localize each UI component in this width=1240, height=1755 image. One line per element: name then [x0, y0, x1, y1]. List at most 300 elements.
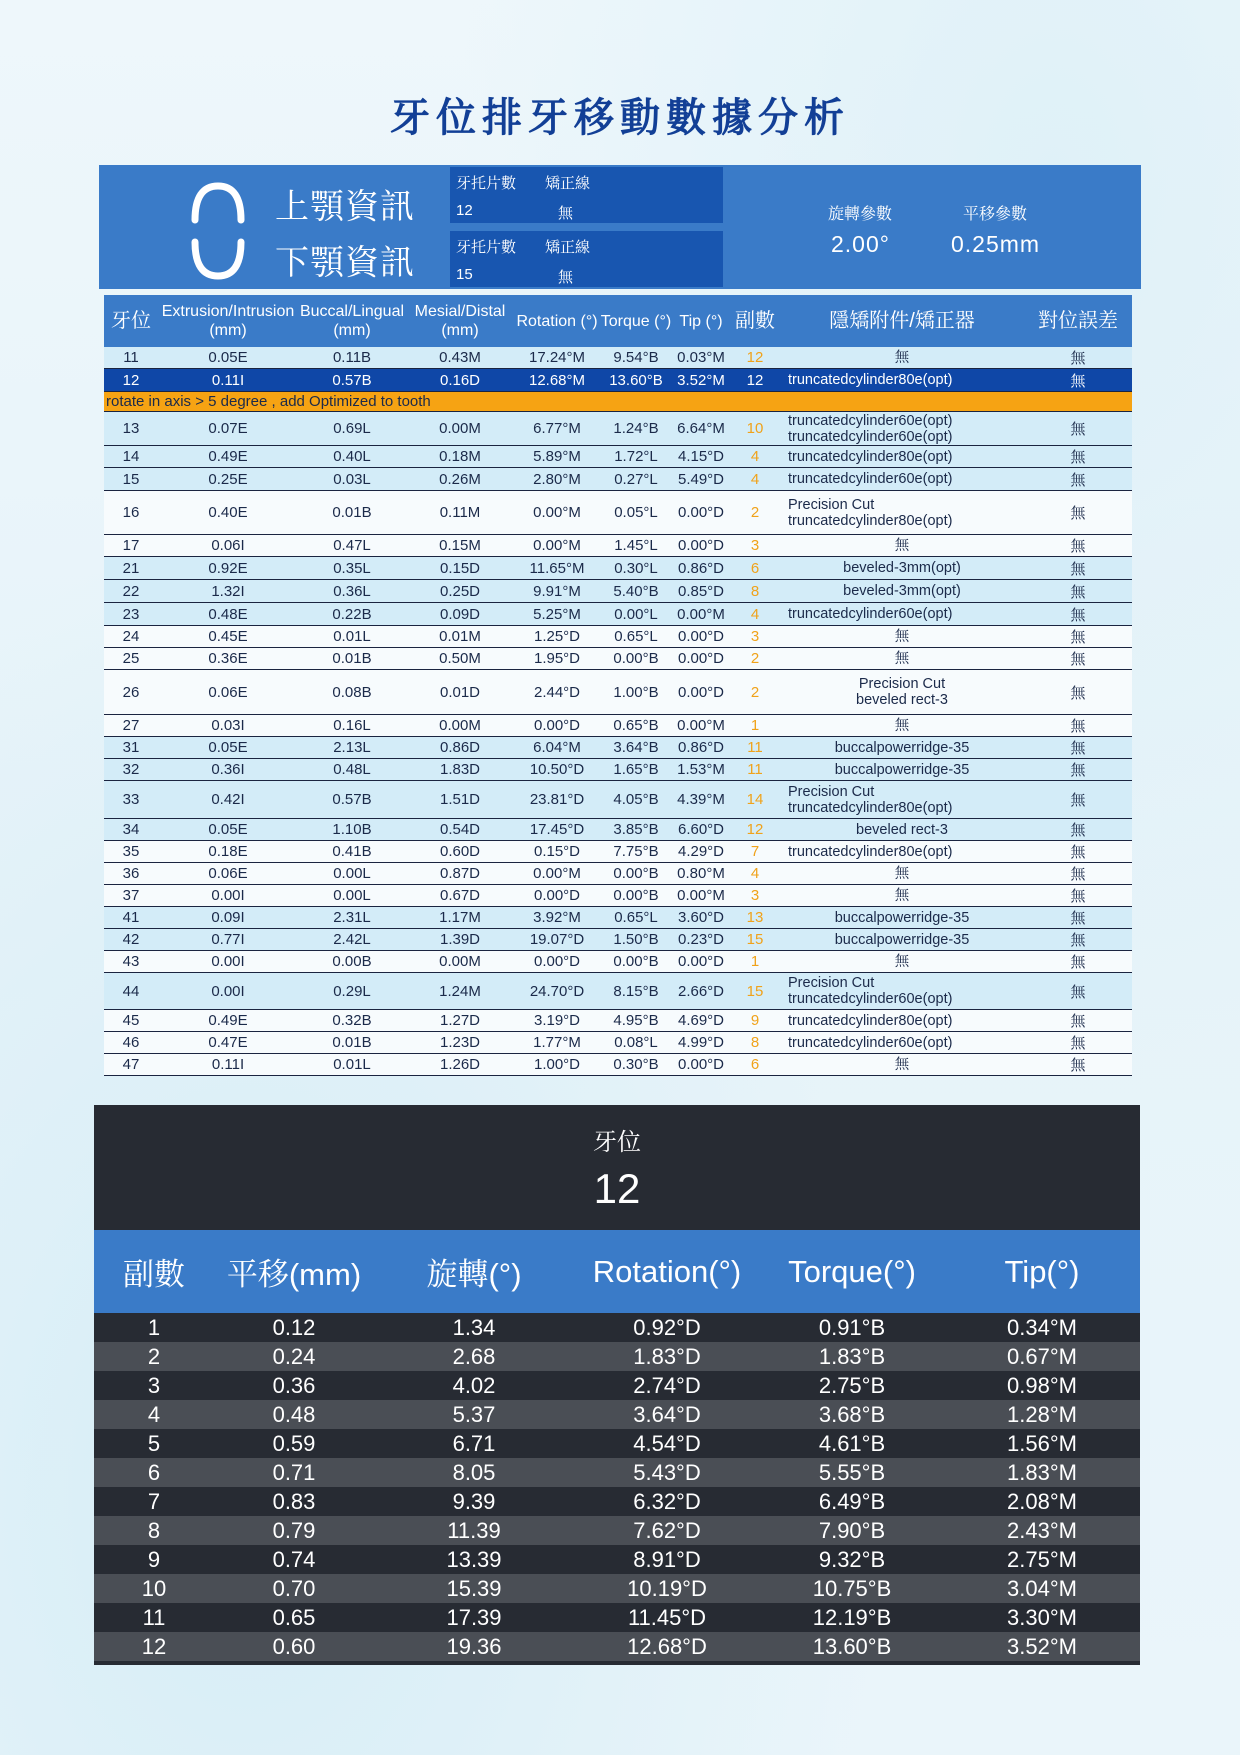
- attachment-item: Precision Cut: [858, 676, 946, 692]
- mesial-cell: 1.17M: [406, 907, 514, 929]
- mesial-cell: 1.27D: [406, 1010, 514, 1032]
- col-rotation: Rotation (°): [514, 295, 600, 347]
- rotation-cell: 23.81°D: [514, 781, 600, 819]
- attachment-cell: [780, 557, 1024, 580]
- tip-cell: 4.29°D: [672, 841, 730, 863]
- count-cell: 6: [730, 1054, 780, 1076]
- tooth-cell: 41: [104, 907, 158, 929]
- attachment-item: truncatedcylinder60e(opt): [788, 428, 953, 445]
- torque-cell: 1.50°B: [600, 929, 672, 951]
- count-cell: 12: [730, 369, 780, 392]
- attachment-item: buccalpowerridge-35: [834, 909, 970, 926]
- attachment-item: 無: [894, 865, 910, 882]
- rotation-cell: 0.00°M: [514, 491, 600, 535]
- count-cell: 7: [730, 841, 780, 863]
- rotation-cell: 19.07°D: [514, 929, 600, 951]
- tip-cell: 3.60°D: [672, 907, 730, 929]
- rotate-cell: 2.68: [374, 1342, 574, 1371]
- translation-cell: 0.79: [214, 1516, 374, 1545]
- extrusion-cell: 0.00I: [158, 973, 298, 1010]
- tooth-cell: 36: [104, 863, 158, 885]
- col-detail-tip: Tip(°): [944, 1230, 1140, 1313]
- detail-row: [94, 1371, 1140, 1400]
- attachment-item: truncatedcylinder60e(opt): [788, 471, 953, 487]
- table-row: [104, 1010, 1132, 1032]
- col-mesial: Mesial/Distal (mm): [406, 295, 514, 347]
- tip-cell: 3.52°M: [672, 369, 730, 392]
- attachment-item: 無: [894, 953, 910, 970]
- attachment-cell: [780, 841, 1024, 863]
- attachment-cell: [780, 907, 1024, 929]
- error-cell: 無: [1024, 412, 1132, 446]
- stage-cell: 7: [94, 1487, 214, 1516]
- count-cell: 2: [730, 648, 780, 670]
- table-row: [104, 863, 1132, 885]
- rotation-cell: 11.65°M: [514, 557, 600, 580]
- rotate-cell: 17.39: [374, 1603, 574, 1632]
- attachment-cell: [780, 468, 1024, 491]
- rotation-cell: 3.19°D: [514, 1010, 600, 1032]
- buccal-cell: 0.69L: [298, 412, 406, 446]
- count-cell: 2: [730, 491, 780, 535]
- extrusion-cell: 0.77I: [158, 929, 298, 951]
- table-row: [104, 626, 1132, 648]
- translation-cell: 0.24: [214, 1342, 374, 1371]
- extrusion-cell: 0.05E: [158, 347, 298, 369]
- table-row: [104, 648, 1132, 670]
- translation-cell: 0.65: [214, 1603, 374, 1632]
- error-cell: 無: [1024, 907, 1132, 929]
- upper-wire-label: 矯正線: [545, 175, 591, 192]
- torque-cell: 10.75°B: [760, 1574, 944, 1603]
- rotation-cell: 1.83°D: [574, 1342, 760, 1371]
- rotation-cell: 9.91°M: [514, 580, 600, 603]
- torque-cell: 0.00°B: [600, 863, 672, 885]
- tip-cell: 0.80°M: [672, 863, 730, 885]
- torque-cell: 0.91°B: [760, 1313, 944, 1342]
- rotation-cell: 7.62°D: [574, 1516, 760, 1545]
- stage-cell: 10: [94, 1574, 214, 1603]
- attachment-item: buccalpowerridge-35: [834, 739, 970, 756]
- extrusion-cell: 0.05E: [158, 737, 298, 759]
- col-attachment: 隱矯附件/矯正器: [780, 295, 1024, 347]
- attachment-cell: [780, 648, 1024, 670]
- tip-cell: 1.53°M: [672, 759, 730, 781]
- count-cell: 11: [730, 759, 780, 781]
- detail-tooth-label: 牙位: [593, 1129, 641, 1156]
- rotation-cell: 5.43°D: [574, 1458, 760, 1487]
- mesial-cell: 0.18M: [406, 446, 514, 468]
- rotation-cell: 0.15°D: [514, 841, 600, 863]
- extrusion-cell: 0.07E: [158, 412, 298, 446]
- col-count: 副數: [730, 295, 780, 347]
- stage-cell: 3: [94, 1371, 214, 1400]
- lower-jaw-icon: [189, 236, 247, 282]
- torque-cell: 7.75°B: [600, 841, 672, 863]
- count-cell: 1: [730, 951, 780, 973]
- rotation-cell: 6.04°M: [514, 737, 600, 759]
- count-cell: 9: [730, 1010, 780, 1032]
- col-tip: Tip (°): [672, 295, 730, 347]
- attachment-item: beveled rect-3: [856, 692, 948, 708]
- translation-cell: 0.74: [214, 1545, 374, 1574]
- rotation-cell: 2.80°M: [514, 468, 600, 491]
- table-row: [104, 907, 1132, 929]
- attachment-item: 無: [894, 1056, 910, 1073]
- rotation-cell: 12.68°M: [514, 369, 600, 392]
- tooth-cell: 16: [104, 491, 158, 535]
- mesial-cell: 0.60D: [406, 841, 514, 863]
- attachment-item: 無: [894, 537, 910, 554]
- upper-jaw-icon: [189, 180, 247, 226]
- stage-detail-table: [94, 1230, 1140, 1661]
- rotation-cell: 10.19°D: [574, 1574, 760, 1603]
- tooth-cell: 23: [104, 603, 158, 626]
- tooth-cell: 43: [104, 951, 158, 973]
- extrusion-cell: 0.45E: [158, 626, 298, 648]
- tip-cell: 1.28°M: [944, 1400, 1140, 1429]
- count-cell: 8: [730, 1032, 780, 1054]
- torque-cell: 3.68°B: [760, 1400, 944, 1429]
- attachment-cell: [780, 1010, 1024, 1032]
- buccal-cell: 0.41B: [298, 841, 406, 863]
- translation-param-label: 平移參數: [963, 206, 1028, 223]
- mesial-cell: 0.00M: [406, 715, 514, 737]
- upper-tray-label: 牙托片數: [456, 175, 517, 192]
- rotation-cell: 0.00°D: [514, 885, 600, 907]
- tooth-cell: 14: [104, 446, 158, 468]
- torque-cell: 1.83°B: [760, 1342, 944, 1371]
- error-cell: 無: [1024, 1010, 1132, 1032]
- error-cell: 無: [1024, 626, 1132, 648]
- detail-row: [94, 1313, 1140, 1342]
- buccal-cell: 1.10B: [298, 819, 406, 841]
- tip-cell: 0.34°M: [944, 1313, 1140, 1342]
- attachment-item: truncatedcylinder60e(opt): [788, 991, 953, 1007]
- tip-cell: 0.00°D: [672, 491, 730, 535]
- tooth-movement-table: [104, 295, 1132, 1076]
- table-row: [104, 973, 1132, 1010]
- tip-cell: 4.69°D: [672, 1010, 730, 1032]
- error-cell: 無: [1024, 781, 1132, 819]
- extrusion-cell: 0.00I: [158, 885, 298, 907]
- table-row: [104, 951, 1132, 973]
- count-cell: 8: [730, 580, 780, 603]
- attachment-item: truncatedcylinder60e(opt): [788, 1034, 953, 1051]
- tooth-cell: 25: [104, 648, 158, 670]
- tooth-cell: 13: [104, 412, 158, 446]
- torque-cell: 0.08°L: [600, 1032, 672, 1054]
- torque-cell: 0.30°B: [600, 1054, 672, 1076]
- table-row: [104, 580, 1132, 603]
- count-cell: 10: [730, 412, 780, 446]
- attachment-cell: [780, 885, 1024, 907]
- torque-cell: 0.65°L: [600, 907, 672, 929]
- rotation-cell: 0.00°D: [514, 951, 600, 973]
- translation-cell: 0.59: [214, 1429, 374, 1458]
- error-cell: 無: [1024, 715, 1132, 737]
- extrusion-cell: 0.42I: [158, 781, 298, 819]
- buccal-cell: 0.36L: [298, 580, 406, 603]
- mesial-cell: 0.15M: [406, 535, 514, 557]
- rotation-cell: 1.00°D: [514, 1054, 600, 1076]
- rotation-cell: 5.25°M: [514, 603, 600, 626]
- buccal-cell: 0.01B: [298, 491, 406, 535]
- extrusion-cell: 0.03I: [158, 715, 298, 737]
- torque-cell: 13.60°B: [760, 1632, 944, 1661]
- error-cell: 無: [1024, 468, 1132, 491]
- detail-row: [94, 1458, 1140, 1487]
- tip-cell: 0.00°D: [672, 648, 730, 670]
- table-row: [104, 557, 1132, 580]
- rotation-cell: 11.45°D: [574, 1603, 760, 1632]
- translation-cell: 0.48: [214, 1400, 374, 1429]
- rotation-cell: 5.89°M: [514, 446, 600, 468]
- col-translation: 平移(mm): [214, 1230, 374, 1313]
- torque-cell: 2.75°B: [760, 1371, 944, 1400]
- tip-cell: 3.04°M: [944, 1574, 1140, 1603]
- col-torque: Torque (°): [600, 295, 672, 347]
- attachment-item: truncatedcylinder80e(opt): [788, 1012, 953, 1029]
- translation-cell: 0.12: [214, 1313, 374, 1342]
- extrusion-cell: 0.06E: [158, 670, 298, 715]
- upper-wire-value: 無: [558, 205, 574, 222]
- rotation-cell: 1.25°D: [514, 626, 600, 648]
- error-cell: 無: [1024, 973, 1132, 1010]
- tip-cell: 6.60°D: [672, 819, 730, 841]
- lower-jaw-label: 下顎資訊: [275, 243, 415, 282]
- torque-cell: 9.54°B: [600, 347, 672, 369]
- rotation-param-value: 2.00°: [831, 231, 890, 257]
- count-cell: 3: [730, 535, 780, 557]
- mesial-cell: 1.51D: [406, 781, 514, 819]
- rotation-cell: 12.68°D: [574, 1632, 760, 1661]
- tip-cell: 0.00°D: [672, 535, 730, 557]
- rotate-cell: 8.05: [374, 1458, 574, 1487]
- rotation-cell: 3.92°M: [514, 907, 600, 929]
- table-row: [104, 347, 1132, 369]
- rotation-cell: 0.92°D: [574, 1313, 760, 1342]
- tooth-cell: 31: [104, 737, 158, 759]
- tip-cell: 5.49°D: [672, 468, 730, 491]
- lower-info-box: [450, 231, 723, 287]
- mesial-cell: 0.01D: [406, 670, 514, 715]
- mesial-cell: 0.67D: [406, 885, 514, 907]
- mesial-cell: 0.15D: [406, 557, 514, 580]
- attachment-item: buccalpowerridge-35: [834, 931, 970, 948]
- torque-cell: 7.90°B: [760, 1516, 944, 1545]
- buccal-cell: 0.35L: [298, 557, 406, 580]
- attachment-item: beveled rect-3: [856, 821, 948, 838]
- attachment-cell: [780, 412, 1024, 446]
- detail-row: [94, 1545, 1140, 1574]
- detail-row: [94, 1487, 1140, 1516]
- tooth-cell: 33: [104, 781, 158, 819]
- stage-cell: 8: [94, 1516, 214, 1545]
- tip-cell: 2.43°M: [944, 1516, 1140, 1545]
- rotation-cell: 10.50°D: [514, 759, 600, 781]
- tooth-cell: 12: [104, 369, 158, 392]
- tip-cell: 0.00°D: [672, 951, 730, 973]
- buccal-cell: 0.00L: [298, 885, 406, 907]
- detail-header: [94, 1230, 1140, 1313]
- attachment-cell: [780, 446, 1024, 468]
- tooth-cell: 47: [104, 1054, 158, 1076]
- error-cell: 無: [1024, 863, 1132, 885]
- extrusion-cell: 0.11I: [158, 369, 298, 392]
- count-cell: 15: [730, 973, 780, 1010]
- attachment-item: truncatedcylinder60e(opt): [788, 412, 953, 429]
- torque-cell: 1.24°B: [600, 412, 672, 446]
- error-cell: 無: [1024, 347, 1132, 369]
- lower-wire-label: 矯正線: [545, 239, 591, 256]
- tip-cell: 0.00°M: [672, 715, 730, 737]
- buccal-cell: 0.29L: [298, 973, 406, 1010]
- attachment-item: beveled-3mm(opt): [843, 560, 961, 576]
- count-cell: 2: [730, 670, 780, 715]
- torque-cell: 3.64°B: [600, 737, 672, 759]
- attachment-item: beveled-3mm(opt): [843, 583, 961, 599]
- mesial-cell: 0.54D: [406, 819, 514, 841]
- tooth-cell: 42: [104, 929, 158, 951]
- col-stage: 副數: [94, 1230, 214, 1313]
- tip-cell: 2.66°D: [672, 973, 730, 1010]
- detail-row: [94, 1574, 1140, 1603]
- rotation-cell: 0.00°M: [514, 535, 600, 557]
- torque-cell: 5.40°B: [600, 580, 672, 603]
- rotate-cell: 6.71: [374, 1429, 574, 1458]
- buccal-cell: 0.57B: [298, 781, 406, 819]
- col-detail-torque: Torque(°): [760, 1230, 944, 1313]
- attachment-item: truncatedcylinder60e(opt): [788, 606, 953, 622]
- rotation-cell: 2.44°D: [514, 670, 600, 715]
- tooth-cell: 24: [104, 626, 158, 648]
- rotation-cell: 4.54°D: [574, 1429, 760, 1458]
- tooth-cell: 35: [104, 841, 158, 863]
- table-row: [104, 1032, 1132, 1054]
- attachment-cell: [780, 973, 1024, 1010]
- buccal-cell: 0.03L: [298, 468, 406, 491]
- torque-cell: 8.15°B: [600, 973, 672, 1010]
- lower-wire-value: 無: [558, 269, 574, 286]
- tip-cell: 0.86°D: [672, 557, 730, 580]
- rotate-cell: 11.39: [374, 1516, 574, 1545]
- buccal-cell: 0.00L: [298, 863, 406, 885]
- rotate-cell: 5.37: [374, 1400, 574, 1429]
- warning-row: [104, 392, 1132, 412]
- mesial-cell: 0.50M: [406, 648, 514, 670]
- detail-row: [94, 1400, 1140, 1429]
- torque-cell: 0.00°B: [600, 951, 672, 973]
- count-cell: 3: [730, 626, 780, 648]
- attachment-cell: [780, 670, 1024, 715]
- tip-cell: 0.86°D: [672, 737, 730, 759]
- error-cell: 無: [1024, 670, 1132, 715]
- rotation-cell: 3.64°D: [574, 1400, 760, 1429]
- error-cell: 無: [1024, 819, 1132, 841]
- table-row: [104, 603, 1132, 626]
- buccal-cell: 2.31L: [298, 907, 406, 929]
- extrusion-cell: 0.92E: [158, 557, 298, 580]
- upper-info-box: [450, 167, 723, 223]
- attachment-item: truncatedcylinder80e(opt): [788, 372, 953, 388]
- tip-cell: 4.99°D: [672, 1032, 730, 1054]
- count-cell: 4: [730, 863, 780, 885]
- rotation-cell: 17.45°D: [514, 819, 600, 841]
- mesial-cell: 0.87D: [406, 863, 514, 885]
- table-header: [104, 295, 1132, 347]
- extrusion-cell: 0.49E: [158, 1010, 298, 1032]
- torque-cell: 0.65°B: [600, 715, 672, 737]
- upper-tray-value: 12: [456, 202, 473, 219]
- tooth-cell: 37: [104, 885, 158, 907]
- torque-cell: 1.65°B: [600, 759, 672, 781]
- rotation-cell: 0.00°D: [514, 715, 600, 737]
- tooth-cell: 26: [104, 670, 158, 715]
- torque-cell: 1.00°B: [600, 670, 672, 715]
- torque-cell: 0.00°L: [600, 603, 672, 626]
- stage-cell: 5: [94, 1429, 214, 1458]
- mesial-cell: 0.00M: [406, 412, 514, 446]
- buccal-cell: 0.22B: [298, 603, 406, 626]
- attachment-cell: [780, 819, 1024, 841]
- jaw-info-header: [99, 165, 1141, 289]
- attachment-item: 無: [894, 349, 910, 366]
- tooth-cell: 46: [104, 1032, 158, 1054]
- extrusion-cell: 0.11I: [158, 1054, 298, 1076]
- torque-cell: 0.65°L: [600, 626, 672, 648]
- error-cell: 無: [1024, 369, 1132, 392]
- tip-cell: 6.64°M: [672, 412, 730, 446]
- mesial-cell: 0.25D: [406, 580, 514, 603]
- tip-cell: 4.15°D: [672, 446, 730, 468]
- tooth-cell: 17: [104, 535, 158, 557]
- table-row: [104, 841, 1132, 863]
- rotation-param-label: 旋轉參數: [828, 206, 893, 223]
- extrusion-cell: 0.36E: [158, 648, 298, 670]
- rotate-cell: 15.39: [374, 1574, 574, 1603]
- error-cell: 無: [1024, 603, 1132, 626]
- mesial-cell: 1.26D: [406, 1054, 514, 1076]
- attachment-cell: [780, 347, 1024, 369]
- mesial-cell: 0.09D: [406, 603, 514, 626]
- tip-cell: 3.52°M: [944, 1632, 1140, 1661]
- extrusion-cell: 0.49E: [158, 446, 298, 468]
- mesial-cell: 0.43M: [406, 347, 514, 369]
- error-cell: 無: [1024, 885, 1132, 907]
- table-row: [104, 446, 1132, 468]
- buccal-cell: 0.11B: [298, 347, 406, 369]
- warning-text: rotate in axis > 5 degree , add Optimized to tooth: [104, 392, 1132, 412]
- torque-cell: 5.55°B: [760, 1458, 944, 1487]
- attachment-cell: [780, 715, 1024, 737]
- tooth-cell: 27: [104, 715, 158, 737]
- tip-cell: 1.83°M: [944, 1458, 1140, 1487]
- error-cell: 無: [1024, 1054, 1132, 1076]
- tooth-cell: 11: [104, 347, 158, 369]
- tip-cell: 4.39°M: [672, 781, 730, 819]
- tooth-cell: 45: [104, 1010, 158, 1032]
- buccal-cell: 0.01L: [298, 1054, 406, 1076]
- attachment-cell: [780, 759, 1024, 781]
- count-cell: 14: [730, 781, 780, 819]
- tip-cell: 0.00°D: [672, 1054, 730, 1076]
- attachment-item: 無: [894, 628, 910, 645]
- attachment-item: truncatedcylinder80e(opt): [788, 512, 953, 529]
- tip-cell: 0.98°M: [944, 1371, 1140, 1400]
- torque-cell: 9.32°B: [760, 1545, 944, 1574]
- torque-cell: 0.00°B: [600, 885, 672, 907]
